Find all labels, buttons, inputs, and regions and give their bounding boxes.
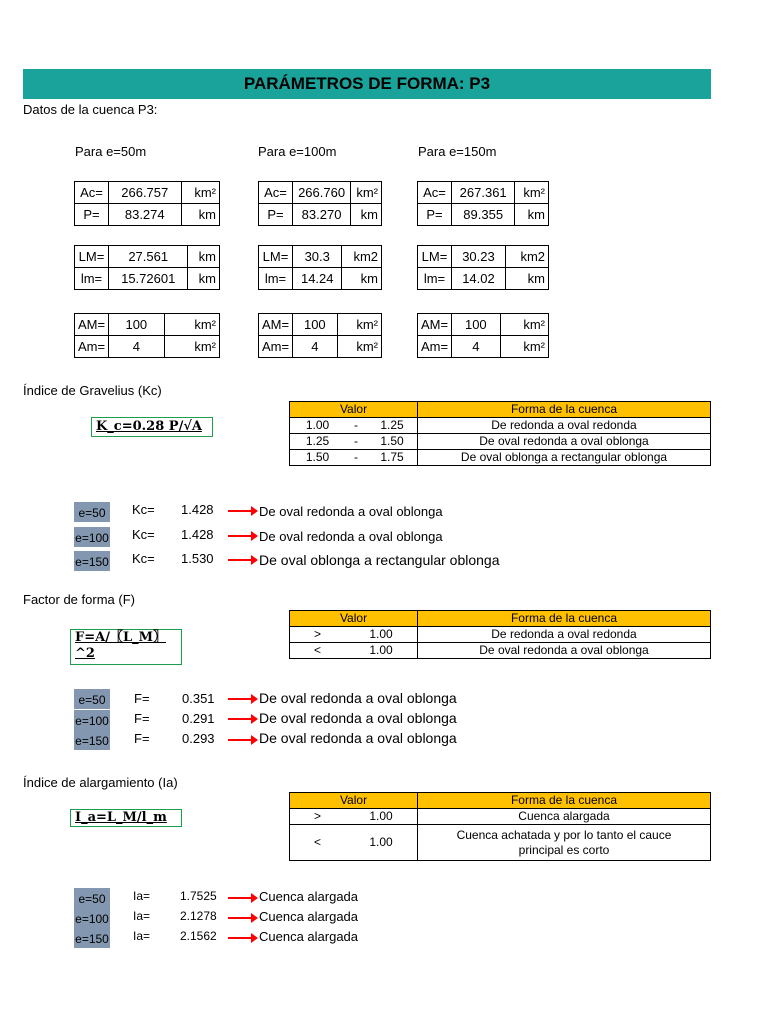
area-label: Ac= (418, 182, 452, 204)
range-forma: De oval redonda a oval oblonga (418, 643, 711, 659)
AM-unit: km² (337, 314, 381, 336)
f-result: De oval redonda a oval oblonga (259, 710, 457, 726)
range-forma: De oval redonda a oval oblonga (418, 434, 711, 450)
LM-value: 30.3 (293, 246, 342, 268)
kc-result: De oval redonda a oval oblonga (259, 504, 443, 519)
range-to: 1.25 (367, 418, 418, 434)
tag-e150: e=150 (74, 928, 110, 948)
factor-heading: Factor de forma (F) (23, 592, 135, 607)
ia-result: Cuenca alargada (259, 889, 359, 904)
ia-result: Cuenca alargada (259, 929, 359, 944)
perimeter-label: P= (259, 204, 293, 226)
area-perimeter-table-150 (417, 181, 549, 226)
ia-label: Ia= (133, 929, 151, 943)
kc-value: 1.530 (181, 551, 214, 566)
lm-label: lm= (259, 268, 293, 290)
range-value: 1.00 (345, 809, 418, 825)
Am-unit: km² (500, 336, 548, 358)
range-forma: De redonda a oval redonda (418, 418, 711, 434)
tag-e100: e=100 (74, 527, 110, 547)
arrow-right-icon (228, 510, 256, 512)
ia-label: Ia= (133, 889, 151, 903)
tag-e100: e=100 (74, 908, 110, 928)
arrow-right-icon (228, 897, 256, 899)
arrow-right-icon (228, 937, 256, 939)
LM-value: 30.23 (452, 246, 506, 268)
lm-unit: km (505, 268, 548, 290)
area-perimeter-table-100 (258, 181, 382, 226)
forma-header: Forma de la cuenca (418, 402, 711, 418)
area-value: 266.757 (109, 182, 182, 204)
range-op: < (290, 643, 346, 659)
forma-header: Forma de la cuenca (418, 611, 711, 627)
alargamiento-heading: Índice de alargamiento (Ia) (23, 775, 178, 790)
LM-unit: km2 (505, 246, 548, 268)
range-to: 1.50 (367, 434, 418, 450)
range-sep: - (345, 450, 367, 466)
valor-header: Valor (290, 611, 418, 627)
arrow-right-icon (228, 559, 256, 561)
Am-unit: km² (337, 336, 381, 358)
case-label-50: Para e=50m (75, 144, 147, 159)
range-to: 1.75 (367, 450, 418, 466)
LM-unit: km2 (342, 246, 382, 268)
kc-label: Kc= (132, 551, 155, 566)
range-value: 1.00 (345, 643, 418, 659)
lm-value: 14.24 (293, 268, 342, 290)
tag-e150: e=150 (74, 730, 110, 750)
range-value: 1.00 (345, 825, 418, 861)
perimeter-value: 83.270 (293, 204, 351, 226)
Am-value: 4 (293, 336, 337, 358)
range-forma: Cuenca alargada (418, 809, 711, 825)
LM-label: LM= (75, 246, 109, 268)
factor-formula-line2: ^2 (75, 646, 95, 661)
range-sep: - (345, 418, 367, 434)
tag-e50: e=50 (74, 888, 110, 908)
range-op: < (290, 825, 346, 861)
f-label: F= (134, 731, 150, 746)
AM-label: AM= (259, 314, 293, 336)
LM-value: 27.561 (109, 246, 188, 268)
range-from: 1.00 (290, 418, 346, 434)
arrow-right-icon (228, 535, 256, 537)
tag-e100: e=100 (74, 710, 110, 730)
factor-formula-line1: F=A/〖L_M〗 (75, 630, 166, 645)
ia-result: Cuenca alargada (259, 909, 359, 924)
f-result: De oval redonda a oval oblonga (259, 690, 457, 706)
kc-result: De oval oblonga a rectangular oblonga (259, 552, 500, 568)
f-value: 0.293 (182, 731, 215, 746)
area-unit: km² (181, 182, 220, 204)
perimeter-unit: km (181, 204, 220, 226)
factor-formula (70, 629, 182, 665)
lm-unit: km (342, 268, 382, 290)
f-label: F= (134, 691, 150, 706)
valor-header: Valor (290, 793, 418, 809)
area-label: Ac= (75, 182, 109, 204)
ia-label: Ia= (133, 909, 151, 923)
AM-unit: km² (164, 314, 219, 336)
range-forma: De oval oblonga a rectangular oblonga (418, 450, 711, 466)
tag-e50: e=50 (74, 689, 110, 709)
gravelius-formula: K_c=0.28 P/√A (91, 417, 213, 437)
ia-value: 2.1278 (180, 909, 217, 923)
kc-value: 1.428 (181, 502, 214, 517)
perimeter-value: 83.274 (109, 204, 182, 226)
alargamiento-range-table (289, 792, 711, 861)
tag-e50: e=50 (74, 502, 110, 522)
range-forma: De redonda a oval redonda (418, 627, 711, 643)
f-value: 0.291 (182, 711, 215, 726)
case-label-150: Para e=150m (418, 144, 497, 159)
LM-label: LM= (418, 246, 452, 268)
lm-value: 14.02 (452, 268, 506, 290)
range-from: 1.50 (290, 450, 346, 466)
AM-unit: km² (500, 314, 548, 336)
arrow-right-icon (228, 718, 256, 720)
valor-header: Valor (290, 402, 418, 418)
kc-value: 1.428 (181, 527, 214, 542)
area-value: 267.361 (452, 182, 515, 204)
Am-value: 4 (452, 336, 500, 358)
case-label-100: Para e=100m (258, 144, 337, 159)
lm-value: 15.72601 (109, 268, 188, 290)
length-table-100 (258, 245, 382, 290)
lm-label: lm= (418, 268, 452, 290)
area-range-table-100 (258, 313, 382, 358)
length-table-150 (417, 245, 549, 290)
Am-unit: km² (164, 336, 219, 358)
arrow-right-icon (228, 698, 256, 700)
perimeter-label: P= (418, 204, 452, 226)
ia-value: 1.7525 (180, 889, 217, 903)
range-value: 1.00 (345, 627, 418, 643)
area-label: Ac= (259, 182, 293, 204)
range-forma: Cuenca achatada y por lo tanto el cauce principal es corto (418, 825, 711, 861)
area-unit: km² (351, 182, 382, 204)
AM-label: AM= (75, 314, 109, 336)
range-op: > (290, 627, 346, 643)
LM-label: LM= (259, 246, 293, 268)
area-perimeter-table-50 (74, 181, 220, 226)
Am-value: 4 (109, 336, 164, 358)
ia-value: 2.1562 (180, 929, 217, 943)
AM-value: 100 (293, 314, 337, 336)
f-value: 0.351 (182, 691, 215, 706)
factor-range-table (289, 610, 711, 659)
Am-label: Am= (259, 336, 293, 358)
perimeter-value: 89.355 (452, 204, 515, 226)
arrow-right-icon (228, 739, 256, 741)
length-table-50 (74, 245, 220, 290)
LM-unit: km (188, 246, 220, 268)
f-label: F= (134, 711, 150, 726)
area-value: 266.760 (293, 182, 351, 204)
Am-label: Am= (75, 336, 109, 358)
perimeter-label: P= (75, 204, 109, 226)
kc-label: Kc= (132, 502, 155, 517)
lm-unit: km (188, 268, 220, 290)
AM-value: 100 (452, 314, 500, 336)
perimeter-unit: km (351, 204, 382, 226)
perimeter-unit: km (515, 204, 549, 226)
area-unit: km² (515, 182, 549, 204)
AM-value: 100 (109, 314, 164, 336)
Am-label: Am= (418, 336, 452, 358)
tag-e150: e=150 (74, 551, 110, 571)
AM-label: AM= (418, 314, 452, 336)
arrow-right-icon (228, 917, 256, 919)
kc-label: Kc= (132, 527, 155, 542)
alargamiento-formula: I_a=L_M/l_m (70, 809, 182, 827)
area-range-table-50 (74, 313, 220, 358)
range-from: 1.25 (290, 434, 346, 450)
range-op: > (290, 809, 346, 825)
area-range-table-150 (417, 313, 549, 358)
kc-result: De oval redonda a oval oblonga (259, 529, 443, 544)
range-sep: - (345, 434, 367, 450)
datos-label: Datos de la cuenca P3: (23, 102, 158, 117)
lm-label: lm= (75, 268, 109, 290)
page-title: PARÁMETROS DE FORMA: P3 (23, 69, 711, 99)
f-result: De oval redonda a oval oblonga (259, 730, 457, 746)
gravelius-heading: Índice de Gravelius (Kc) (23, 383, 162, 398)
forma-header: Forma de la cuenca (418, 793, 711, 809)
gravelius-range-table (289, 401, 711, 466)
